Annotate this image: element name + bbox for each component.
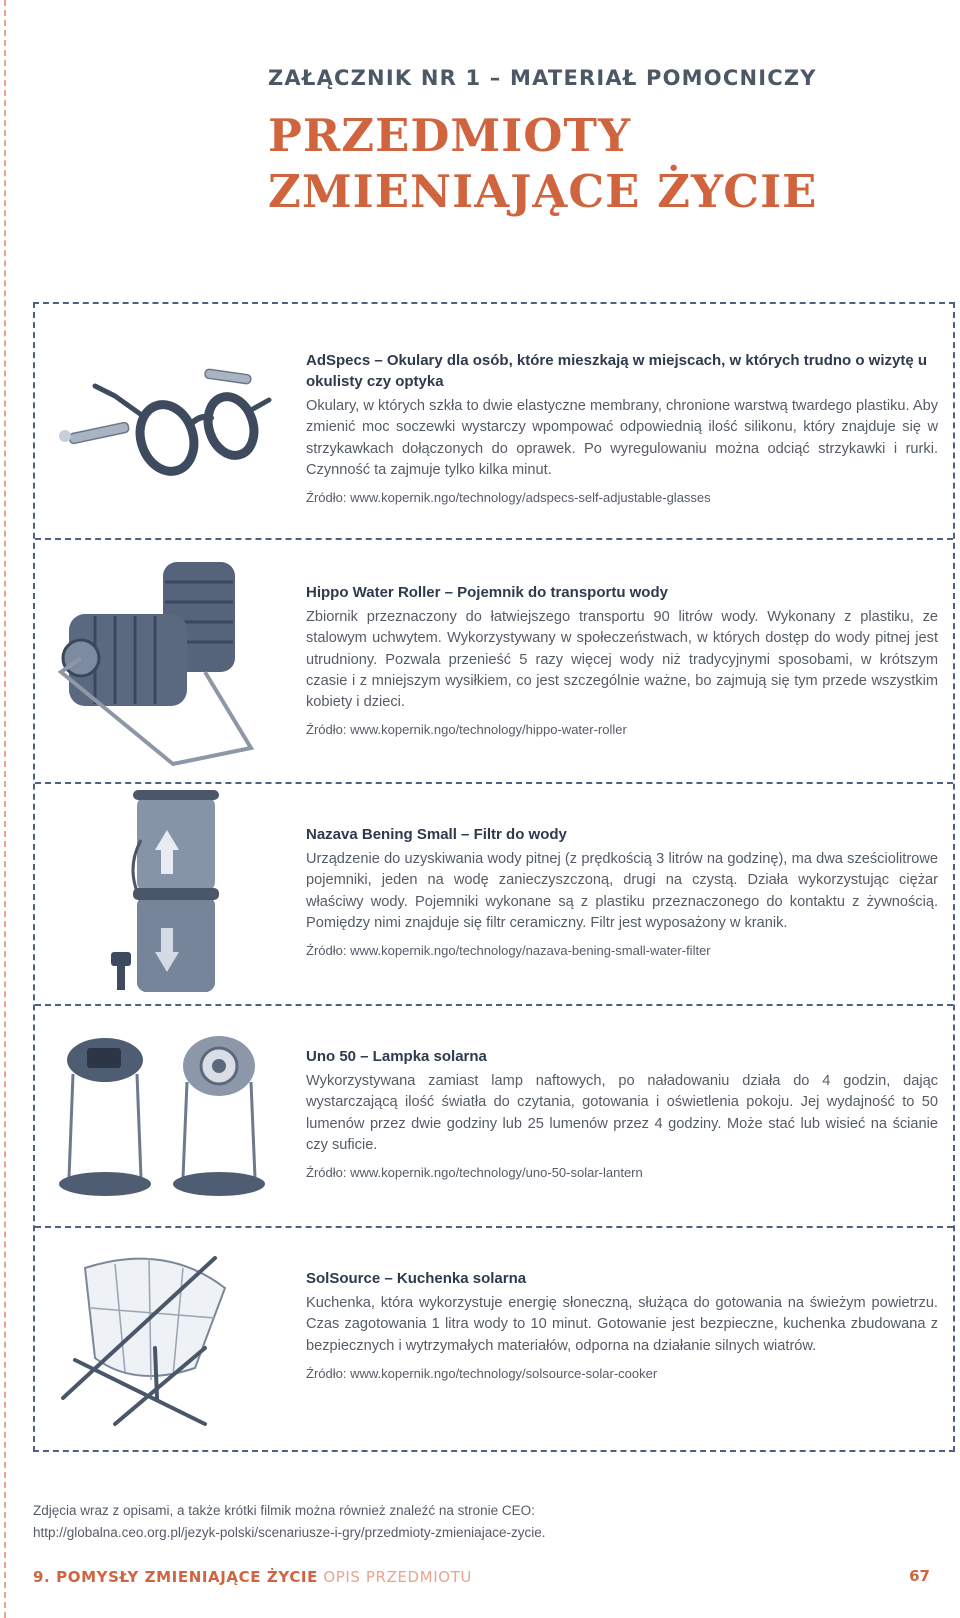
water-roller-icon: [55, 552, 275, 768]
item-hippo-description: Zbiornik przeznaczony do łatwiejszego transportu 90 litrów wody. Wykonany z plastiku, ze stalowym uchwytem. Wykorzystywany w społeczeństwach, w których dostęp do wody pitnej jest utrudniony. Pozwala przenieść 5 razy więcej wody niż tradycyjnymi sposobami, w krótszym czasie i z mniejszym wysiłkiem, co jest szczególnie ważne, bo zajmują się tym przede wszystkim kobiety i dzieci.: [306, 609, 938, 711]
footnote: [33, 1500, 545, 1544]
item-nazava-title: Nazava Bening Small – Filtr do wody: [306, 826, 567, 843]
page-title: [268, 108, 817, 220]
item-solsource-description: Kuchenka, która wykorzystuje energię słoneczną, służąca do gotowania na świeżym powietrzu. Czas zagotowania 1 litra wody to 10 minut. Gotowanie jest bezpieczne, kuchenka zbudowana z bezpiecznych i wytrzymałych materiałów, odporna na działanie silnych wiatrów.: [306, 1295, 938, 1354]
solar-cooker-icon: [55, 1248, 275, 1432]
page-title-line-2: ZMIENIAJĄCE ŻYCIE: [268, 165, 818, 218]
footer-running-title: [33, 1568, 472, 1586]
item-hippo-text: [306, 582, 938, 737]
item-solsource: [35, 1226, 953, 1450]
glasses-icon: [55, 366, 275, 486]
item-adspecs-text: [306, 350, 938, 505]
item-hippo: [35, 538, 953, 782]
footnote-line-1: Zdjęcia wraz z opisami, a także krótki filmik można również znaleźć na stronie CEO:: [33, 1503, 535, 1518]
item-adspecs: [35, 304, 953, 538]
item-uno50-description: Wykorzystywana zamiast lamp naftowych, po naładowaniu działa do 4 godzin, dając wystarczającą ilość światła do czytania, gotowania i oświetlenia pokoju. Jej wydajność to 50 lumenów przez dwie godziny lub 25 lumenów przez 4 godziny. Może stać lub wisieć na ścianie czy suficie.: [306, 1073, 938, 1153]
page-number: 67: [909, 1567, 930, 1585]
item-solsource-text: [306, 1268, 938, 1381]
item-adspecs-description: Okulary, w których szkła to dwie elastyczne membrany, chronione warstwą twardego plastiku. Aby zmienić moc soczewki wystarczy wpompować odpowiednią ilość silikonu, który znajduje się w strzykawkach dołączonych do oprawek. Po wyregulowaniu można odciąć strzykawki i rurki. Czynność ta zajmuje tylko kilka minut.: [306, 398, 938, 478]
footer-chapter: 9. POMYSŁY ZMIENIAJĄCE ŻYCIE: [33, 1568, 318, 1586]
item-hippo-title: Hippo Water Roller – Pojemnik do transportu wody: [306, 584, 668, 601]
item-nazava-description: Urządzenie do uzyskiwania wody pitnej (z prędkością 3 litrów na godzinę), ma dwa sześciolitrowe pojemniki, jeden na wodę zanieczyszczoną, drugi na czystą. Działa wykorzystując ciężar właściwy wody. Pojemniki wykonane są z plastiku przeznaczonego do kontaktu z żywnością. Pomiędzy nimi znajduje się filtr ceramiczny. Filtr jest wyposażony w kranik.: [306, 851, 938, 931]
item-adspecs-source: Źródło: www.kopernik.ngo/technology/adspecs-self-adjustable-glasses: [306, 490, 711, 506]
footnote-link[interactable]: http://globalna.ceo.org.pl/jezyk-polski/scenariusze-i-gry/przedmioty-zmieniajace-zycie.: [33, 1525, 546, 1540]
item-nazava-source: Źródło: www.kopernik.ngo/technology/nazava-bening-small-water-filter: [306, 943, 711, 959]
item-uno50-source: Źródło: www.kopernik.ngo/technology/uno-50-solar-lantern: [306, 1165, 643, 1181]
item-adspecs-title: AdSpecs – Okulary dla osób, które mieszkają w miejscach, w których trudno o wizytę u okulisty czy optyka: [306, 352, 928, 390]
appendix-kicker: ZAŁĄCZNIK NR 1 – MATERIAŁ POMOCNICZY: [268, 66, 817, 90]
item-nazava-text: [306, 824, 938, 958]
page-title-line-1: PRZEDMIOTY: [268, 109, 632, 162]
item-solsource-title: SolSource – Kuchenka solarna: [306, 1270, 527, 1287]
item-uno50-title: Uno 50 – Lampka solarna: [306, 1048, 487, 1065]
item-nazava: [35, 782, 953, 1004]
solar-lantern-icon: [55, 1026, 275, 1206]
item-hippo-source: Źródło: www.kopernik.ngo/technology/hippo-water-roller: [306, 722, 627, 738]
item-uno50-text: [306, 1046, 938, 1180]
margin-dashed-rule: [4, 0, 6, 1618]
items-box: [33, 302, 955, 1452]
item-solsource-source: Źródło: www.kopernik.ngo/technology/solsource-solar-cooker: [306, 1365, 658, 1381]
water-filter-icon: [55, 790, 275, 1000]
item-uno50: [35, 1004, 953, 1226]
footer-section: OPIS PRZEDMIOTU: [323, 1568, 472, 1586]
